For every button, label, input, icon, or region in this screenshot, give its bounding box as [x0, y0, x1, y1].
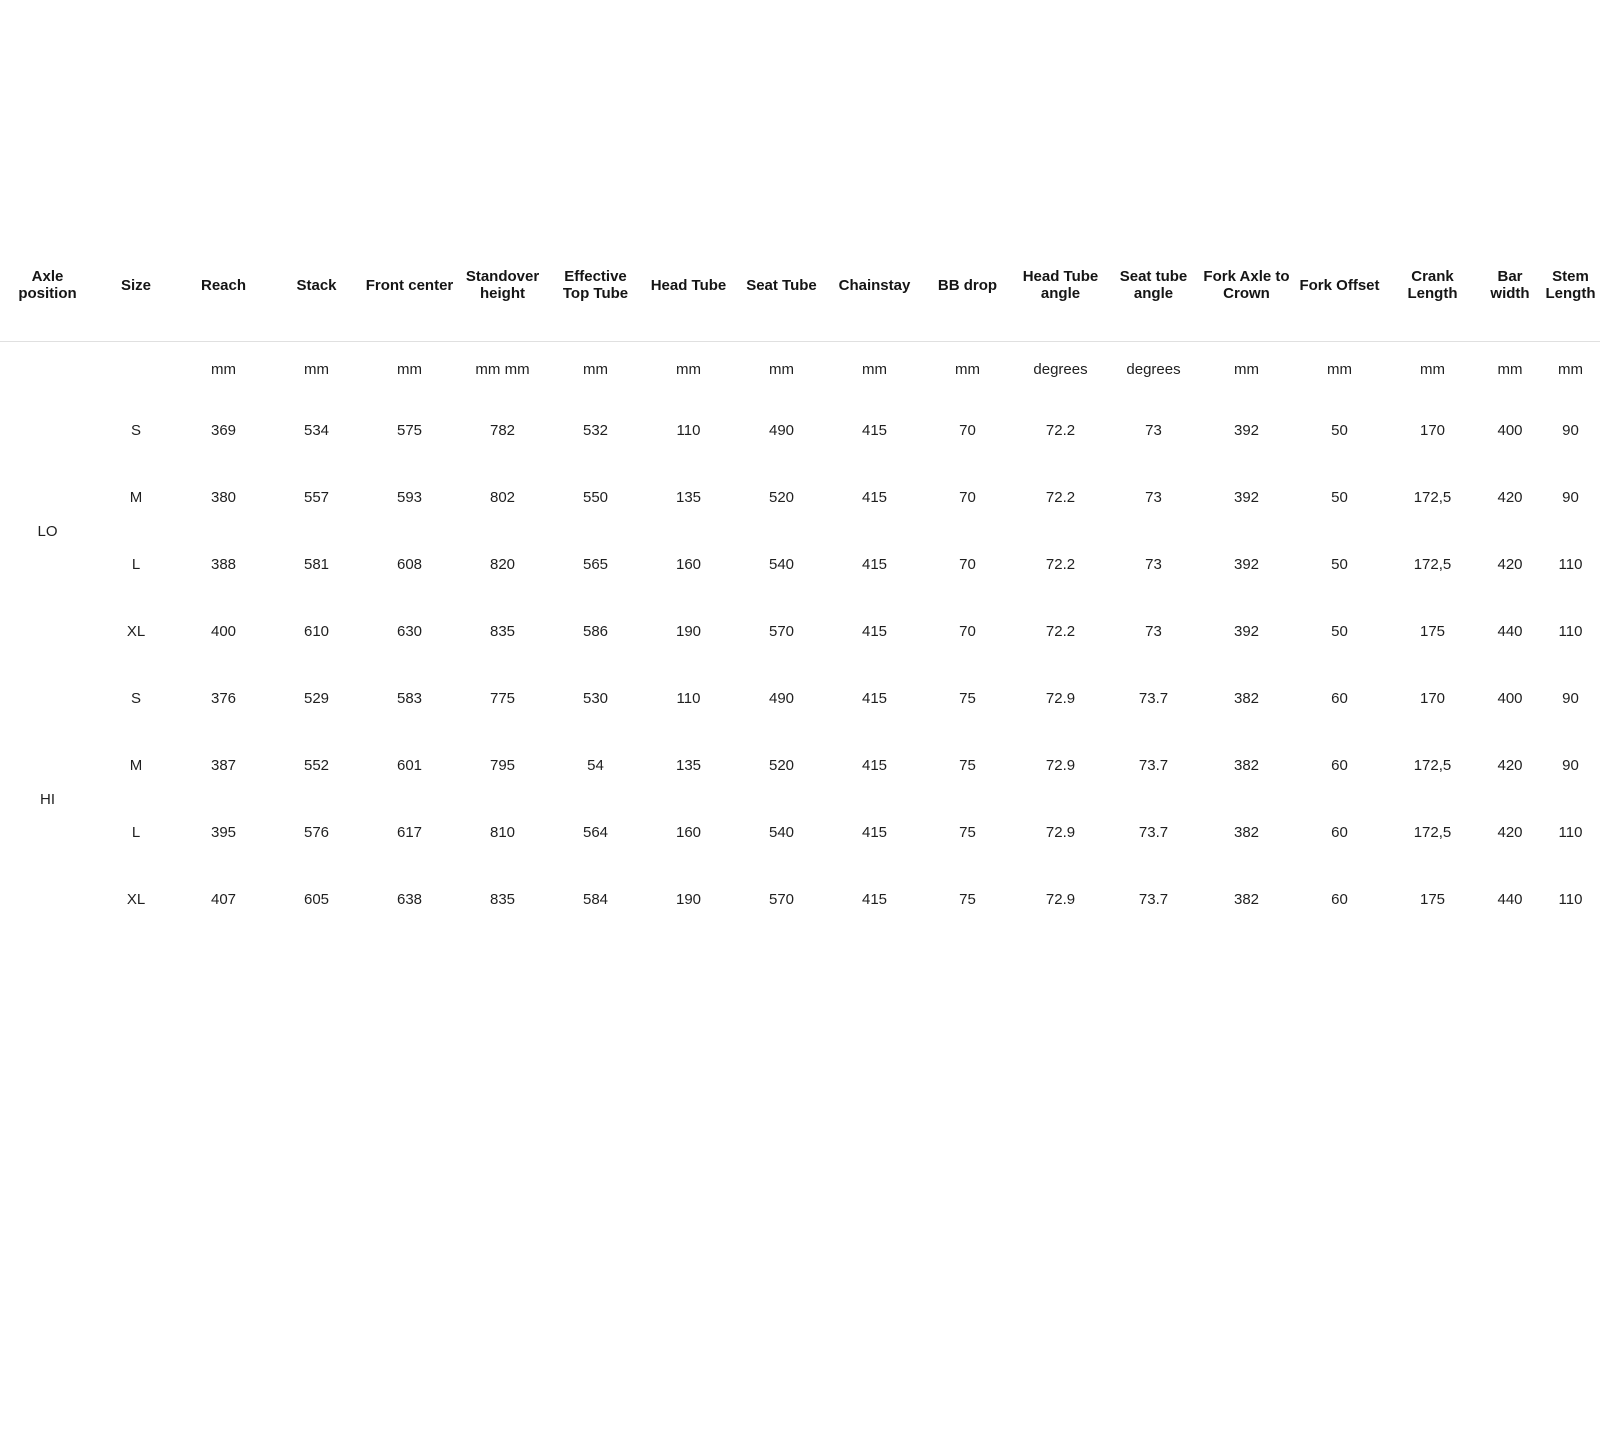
cell-stem-length: 90 [1562, 422, 1579, 439]
unit-cell-size [95, 341, 177, 397]
cell-front-center: 575 [396, 422, 423, 439]
cell-stack: 605 [303, 891, 330, 908]
cell-fork-offset: 60 [1331, 757, 1348, 774]
cell-bar-width: 400 [1497, 690, 1523, 707]
cell-seat-tube-angle: 73 [1145, 623, 1162, 640]
cell-stack: 557 [303, 489, 330, 506]
table-row [0, 531, 1600, 598]
column-header-fork-offset: Fork Offset [1293, 232, 1386, 341]
cell-chainstay: 415 [861, 690, 888, 707]
geometry-table [0, 232, 1600, 933]
cell-bar-width: 420 [1497, 824, 1523, 841]
cell-head-tube: 190 [675, 623, 702, 640]
cell-fork-offset: 50 [1331, 422, 1348, 439]
cell-reach: 387 [210, 757, 237, 774]
cell-fork-offset: 60 [1331, 891, 1348, 908]
cell-fork-axle-to-crown: 392 [1233, 556, 1260, 573]
cell-head-tube-angle: 72.2 [1045, 422, 1076, 439]
column-header-size: Size [95, 232, 177, 341]
cell-chainstay: 415 [861, 556, 888, 573]
cell-seat-tube-angle: 73 [1145, 422, 1162, 439]
cell-seat-tube-angle: 73 [1145, 489, 1162, 506]
unit-cell-stack: mm [304, 360, 329, 378]
cell-standover-height: 795 [489, 757, 516, 774]
cell-seat-tube: 540 [768, 824, 795, 841]
cell-stem-length: 110 [1558, 556, 1583, 573]
table-row [0, 866, 1600, 933]
size-cell: XL [126, 891, 146, 908]
cell-stack: 534 [303, 422, 330, 439]
column-header-standover-height: Standover height [456, 232, 549, 341]
cell-effective-top-tube: 530 [582, 690, 609, 707]
cell-fork-axle-to-crown: 382 [1233, 690, 1260, 707]
cell-seat-tube-angle: 73.7 [1138, 690, 1169, 707]
cell-standover-height: 835 [489, 623, 516, 640]
cell-bb-drop: 75 [959, 824, 976, 841]
cell-bar-width: 420 [1497, 757, 1523, 774]
size-cell: M [129, 757, 143, 774]
cell-bb-drop: 70 [959, 422, 976, 439]
size-cell: L [131, 556, 141, 573]
cell-crank-length: 172,5 [1413, 757, 1452, 774]
unit-cell-fork-offset: mm [1327, 360, 1352, 378]
cell-standover-height: 802 [489, 489, 516, 506]
cell-chainstay: 415 [861, 489, 888, 506]
unit-cell-axle-position [0, 341, 95, 397]
cell-fork-offset: 50 [1331, 489, 1348, 506]
cell-stem-length: 90 [1562, 690, 1579, 707]
size-cell: XL [126, 623, 146, 640]
cell-front-center: 593 [396, 489, 423, 506]
cell-bb-drop: 70 [959, 623, 976, 640]
cell-stem-length: 110 [1558, 891, 1583, 908]
cell-bb-drop: 75 [959, 690, 976, 707]
cell-chainstay: 415 [861, 623, 888, 640]
cell-fork-offset: 50 [1331, 623, 1348, 640]
cell-stack: 581 [303, 556, 330, 573]
cell-fork-offset: 60 [1331, 824, 1348, 841]
cell-chainstay: 415 [861, 891, 888, 908]
cell-head-tube-angle: 72.2 [1045, 489, 1076, 506]
cell-crank-length: 172,5 [1413, 824, 1452, 841]
cell-crank-length: 170 [1419, 690, 1446, 707]
cell-head-tube: 135 [675, 489, 702, 506]
unit-cell-seat-tube-angle: degrees [1126, 360, 1181, 378]
cell-front-center: 617 [396, 824, 423, 841]
cell-fork-offset: 50 [1331, 556, 1348, 573]
unit-cell-crank-length: mm [1420, 360, 1445, 378]
unit-cell-standover-height: mm mm [475, 360, 530, 378]
cell-standover-height: 820 [489, 556, 516, 573]
cell-head-tube-angle: 72.2 [1045, 623, 1076, 640]
units-row [0, 341, 1600, 397]
cell-head-tube: 110 [676, 690, 701, 707]
cell-standover-height: 782 [489, 422, 516, 439]
axle-position-label: HI [40, 790, 55, 808]
cell-reach: 400 [210, 623, 237, 640]
cell-stack: 576 [303, 824, 330, 841]
cell-fork-axle-to-crown: 392 [1233, 623, 1260, 640]
cell-fork-axle-to-crown: 392 [1233, 489, 1260, 506]
cell-seat-tube: 520 [768, 489, 795, 506]
cell-seat-tube: 570 [768, 623, 795, 640]
cell-bar-width: 420 [1497, 489, 1523, 506]
column-header-head-tube-angle: Head Tube angle [1014, 232, 1107, 341]
cell-effective-top-tube: 564 [582, 824, 609, 841]
unit-cell-bb-drop: mm [955, 360, 980, 378]
unit-cell-stem-length: mm [1558, 360, 1583, 378]
size-cell: L [131, 824, 141, 841]
cell-front-center: 630 [396, 623, 423, 640]
column-header-bb-drop: BB drop [921, 232, 1014, 341]
cell-fork-axle-to-crown: 392 [1233, 422, 1260, 439]
cell-head-tube-angle: 72.9 [1045, 690, 1076, 707]
cell-seat-tube: 490 [768, 422, 795, 439]
cell-reach: 395 [210, 824, 237, 841]
cell-stem-length: 110 [1558, 824, 1583, 841]
unit-cell-seat-tube: mm [769, 360, 794, 378]
cell-head-tube-angle: 72.2 [1045, 556, 1076, 573]
cell-fork-axle-to-crown: 382 [1233, 891, 1260, 908]
cell-reach: 376 [210, 690, 237, 707]
size-cell: S [130, 690, 141, 707]
column-header-crank-length: Crank Length [1386, 232, 1479, 341]
cell-bar-width: 440 [1497, 623, 1523, 640]
header-row [0, 232, 1600, 341]
cell-seat-tube-angle: 73 [1145, 556, 1162, 573]
table-row [0, 665, 1600, 732]
cell-crank-length: 175 [1419, 891, 1446, 908]
page [0, 232, 1600, 1432]
cell-seat-tube-angle: 73.7 [1138, 891, 1169, 908]
cell-seat-tube: 520 [768, 757, 795, 774]
column-header-axle-position: Axle position [0, 232, 95, 341]
unit-cell-reach: mm [211, 360, 236, 378]
cell-head-tube-angle: 72.9 [1045, 757, 1076, 774]
cell-effective-top-tube: 54 [587, 757, 604, 774]
cell-effective-top-tube: 586 [582, 623, 609, 640]
axle-position-label: LO [37, 522, 58, 540]
cell-stem-length: 90 [1562, 757, 1579, 774]
column-header-effective-top-tube: Effective Top Tube [549, 232, 642, 341]
column-header-seat-tube: Seat Tube [735, 232, 828, 341]
cell-head-tube-angle: 72.9 [1045, 891, 1076, 908]
cell-stack: 610 [303, 623, 330, 640]
cell-seat-tube-angle: 73.7 [1138, 757, 1169, 774]
column-header-fork-axle-to-crown: Fork Axle to Crown [1200, 232, 1293, 341]
table-body [0, 397, 1600, 933]
cell-head-tube: 135 [675, 757, 702, 774]
cell-reach: 388 [210, 556, 237, 573]
cell-seat-tube: 490 [768, 690, 795, 707]
cell-effective-top-tube: 550 [582, 489, 609, 506]
cell-crank-length: 172,5 [1413, 556, 1452, 573]
table-row [0, 598, 1600, 665]
cell-head-tube: 190 [675, 891, 702, 908]
column-header-seat-tube-angle: Seat tube angle [1107, 232, 1200, 341]
unit-cell-fork-axle-to-crown: mm [1234, 360, 1259, 378]
cell-front-center: 638 [396, 891, 423, 908]
unit-cell-effective-top-tube: mm [583, 360, 608, 378]
column-header-chainstay: Chainstay [828, 232, 921, 341]
size-cell: M [129, 489, 143, 506]
cell-standover-height: 810 [489, 824, 516, 841]
unit-cell-chainstay: mm [862, 360, 887, 378]
cell-reach: 407 [210, 891, 237, 908]
size-cell: S [130, 422, 141, 439]
table-row [0, 397, 1600, 464]
cell-front-center: 583 [396, 690, 423, 707]
cell-head-tube-angle: 72.9 [1045, 824, 1076, 841]
table-row [0, 799, 1600, 866]
cell-fork-axle-to-crown: 382 [1233, 757, 1260, 774]
cell-chainstay: 415 [861, 824, 888, 841]
cell-front-center: 601 [396, 757, 423, 774]
cell-stack: 552 [303, 757, 330, 774]
cell-standover-height: 835 [489, 891, 516, 908]
cell-bb-drop: 70 [959, 489, 976, 506]
cell-head-tube: 160 [675, 824, 702, 841]
cell-seat-tube: 570 [768, 891, 795, 908]
cell-chainstay: 415 [861, 422, 888, 439]
column-header-front-center: Front center [363, 232, 456, 341]
column-header-reach: Reach [177, 232, 270, 341]
cell-bar-width: 420 [1497, 556, 1523, 573]
unit-cell-head-tube-angle: degrees [1033, 360, 1088, 378]
cell-stem-length: 90 [1562, 489, 1579, 506]
cell-standover-height: 775 [489, 690, 516, 707]
unit-cell-head-tube: mm [676, 360, 701, 378]
cell-effective-top-tube: 532 [582, 422, 609, 439]
cell-reach: 380 [210, 489, 237, 506]
cell-bar-width: 440 [1497, 891, 1523, 908]
cell-seat-tube: 540 [768, 556, 795, 573]
cell-effective-top-tube: 565 [582, 556, 609, 573]
cell-bb-drop: 70 [959, 556, 976, 573]
unit-cell-bar-width: mm [1497, 360, 1523, 378]
cell-bb-drop: 75 [959, 757, 976, 774]
cell-head-tube: 110 [676, 422, 701, 439]
cell-head-tube: 160 [675, 556, 702, 573]
cell-crank-length: 170 [1419, 422, 1446, 439]
column-header-head-tube: Head Tube [642, 232, 735, 341]
cell-front-center: 608 [396, 556, 423, 573]
table-row [0, 732, 1600, 799]
cell-effective-top-tube: 584 [582, 891, 609, 908]
cell-crank-length: 175 [1419, 623, 1446, 640]
cell-bar-width: 400 [1497, 422, 1523, 439]
cell-reach: 369 [210, 422, 237, 439]
column-header-bar-width: Bar width [1479, 232, 1541, 341]
cell-stem-length: 110 [1558, 623, 1583, 640]
cell-chainstay: 415 [861, 757, 888, 774]
column-header-stem-length: Stem Length [1541, 232, 1600, 341]
cell-bb-drop: 75 [959, 891, 976, 908]
table-row [0, 464, 1600, 531]
unit-cell-front-center: mm [397, 360, 422, 378]
cell-crank-length: 172,5 [1413, 489, 1452, 506]
cell-seat-tube-angle: 73.7 [1138, 824, 1169, 841]
cell-stack: 529 [303, 690, 330, 707]
cell-fork-axle-to-crown: 382 [1233, 824, 1260, 841]
column-header-stack: Stack [270, 232, 363, 341]
cell-fork-offset: 60 [1331, 690, 1348, 707]
